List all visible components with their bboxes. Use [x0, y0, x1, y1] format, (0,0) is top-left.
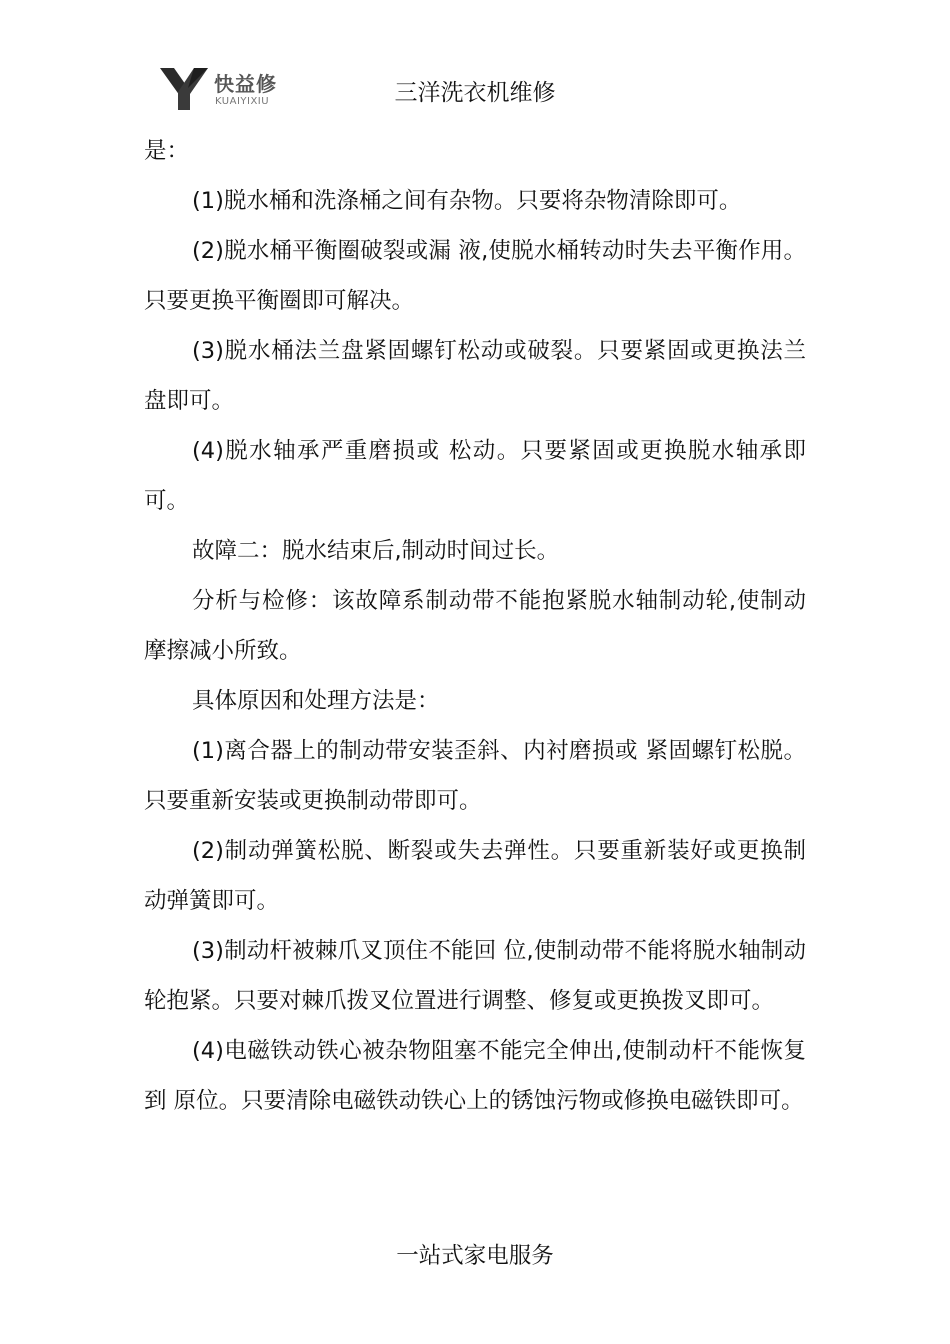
paragraph: (4)脱水轴承严重磨损或 松动。只要紧固或更换脱水轴承即可。: [144, 438, 806, 514]
document-body: [144, 126, 806, 1126]
logo-english-name: KUAIYIXIU: [215, 96, 270, 107]
logo-y-icon: [158, 66, 210, 112]
paragraph: 是：: [144, 138, 190, 164]
document-title: 三洋洗衣机维修: [394, 80, 556, 106]
paragraph: 故障二：脱水结束后,制动时间过长。: [192, 538, 560, 564]
paragraph: (4)电磁铁动铁心被杂物阻塞不能完全伸出,使制动杆不能恢复到 原位。只要清除电磁铁动铁心上的锈蚀污物或修换电磁铁即可。: [144, 1038, 806, 1114]
brand-logo: [158, 66, 298, 112]
paragraph: 具体原因和处理方法是：: [192, 688, 440, 714]
page-header: [0, 60, 950, 120]
paragraph: 分析与检修：该故障系制动带不能抱紧脱水轴制动轮,使制动摩擦减小所致。: [144, 588, 806, 664]
logo-chinese-name: 快益修: [214, 72, 277, 96]
paragraph: (2)脱水桶平衡圈破裂或漏 液,使脱水桶转动时失去平衡作用。只要更换平衡圈即可解决。: [144, 238, 806, 314]
paragraph: (3)制动杆被棘爪叉顶住不能回 位,使制动带不能将脱水轴制动轮抱紧。只要对棘爪拨叉位置进行调整、修复或更换拨叉即可。: [144, 938, 806, 1014]
paragraph: (3)脱水桶法兰盘紧固螺钉松动或破裂。只要紧固或更换法兰盘即可。: [144, 338, 806, 414]
paragraph: (1)脱水桶和洗涤桶之间有杂物。只要将杂物清除即可。: [192, 188, 742, 214]
paragraph: (2)制动弹簧松脱、断裂或失去弹性。只要重新装好或更换制动弹簧即可。: [144, 838, 806, 914]
paragraph: (1)离合器上的制动带安装歪斜、内衬磨损或 紧固螺钉松脱。只要重新安装或更换制动带即可。: [144, 738, 806, 814]
page-footer: 一站式家电服务: [396, 1243, 554, 1269]
